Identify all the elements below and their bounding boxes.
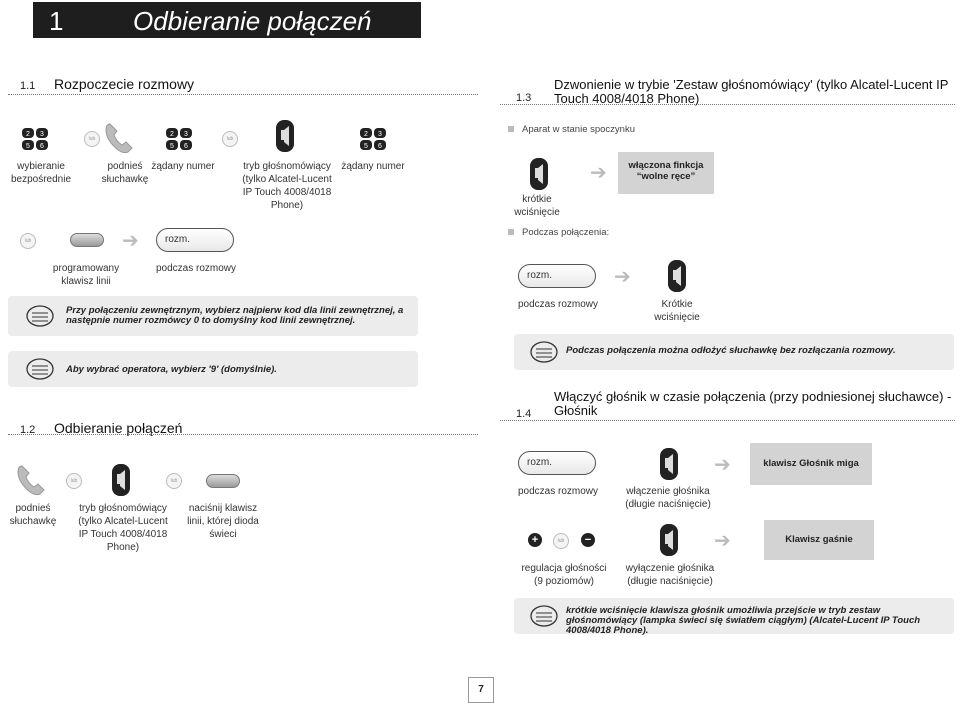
note-text: Podczas połączenia można odłożyć słuchawkę bez rozłączania rozmowy. <box>566 345 896 356</box>
section-title: Włączyć głośnik w czasie połączenia (przy podniesionej słuchawce) - Głośnik <box>554 389 952 418</box>
display-screen: rozm. <box>518 264 596 288</box>
note-icon <box>26 357 54 381</box>
step-label: naciśnij klawisz linii, której dioda świeci <box>187 503 259 540</box>
section-number: 1.4 <box>516 408 532 420</box>
bullet-idle <box>508 124 635 135</box>
svg-text:6: 6 <box>378 143 382 150</box>
or-icon: lub <box>84 131 100 147</box>
or-icon: lub <box>553 533 569 549</box>
note-text: Przy połączeniu zewnętrznym, wybierz najpierw kod dla linii zewnętrznej, a następnie numer rozmówcy 0 to domyślny kod linii zewnętrznej. <box>66 305 404 326</box>
display-screen: rozm. <box>518 451 596 475</box>
short-press-label: krótkie wciśnięcie <box>514 194 560 218</box>
speaker-key-icon[interactable] <box>530 158 548 190</box>
section-number: 1.2 <box>20 424 36 436</box>
svg-text:5: 5 <box>364 143 368 150</box>
note-box <box>514 334 954 370</box>
section-number: 1.3 <box>516 92 532 104</box>
display-screen: rozm. <box>156 228 234 252</box>
svg-text:2: 2 <box>364 131 368 138</box>
short-press-label: Krótkie wciśnięcie <box>654 299 700 323</box>
keypad-icon <box>360 126 388 152</box>
keypad-icon <box>22 126 50 152</box>
section-1-1-header <box>8 70 478 95</box>
bullet-text: Podczas połączenia: <box>522 227 610 238</box>
section-title: Rozpoczecie rozmowy <box>54 76 195 92</box>
arrow-right-icon: ➔ <box>714 530 731 552</box>
section-title: Odbieranie połączeń <box>54 420 183 436</box>
note-text: krótkie wciśnięcie klawisza głośnik umożliwia przejście w tryb zestaw głośnomówiący (lampka świeci się światłem ciągłym) (Alcatel-Lucent IP Touch 4008/4018 Phone). <box>566 605 921 636</box>
section-1-2-header <box>8 410 478 435</box>
svg-text:5: 5 <box>26 143 30 150</box>
note-text: Aby wybrać operatora, wybierz '9' (domyślnie). <box>66 364 277 375</box>
speaker-key-icon[interactable] <box>112 464 130 496</box>
speaker-key-icon[interactable] <box>276 120 294 152</box>
note-icon <box>530 340 558 364</box>
svg-text:3: 3 <box>378 131 382 138</box>
page-title-bar <box>33 2 421 38</box>
svg-text:5: 5 <box>170 143 174 150</box>
note-box <box>8 296 418 336</box>
line-key[interactable] <box>206 474 240 488</box>
svg-text:6: 6 <box>40 143 44 150</box>
or-icon: lub <box>166 473 182 489</box>
bullet-during-call <box>508 227 609 238</box>
note-box <box>8 351 418 387</box>
section-number: 1.1 <box>20 80 36 92</box>
arrow-right-icon: ➔ <box>614 266 631 288</box>
or-icon: lub <box>222 131 238 147</box>
line-key[interactable] <box>70 233 104 247</box>
step-label: żądany numer <box>151 161 215 172</box>
keypad-icon <box>166 126 194 152</box>
step-label: tryb głośnomówiący (tylko Alcatel-Lucent IP Touch 4008/4018 Phone) <box>78 503 168 553</box>
section-1-3-header <box>500 74 955 105</box>
volume-down-button[interactable]: − <box>581 533 595 547</box>
result-box: Klawisz gaśnie <box>764 520 874 560</box>
section-title: Dzwonienie w trybie 'Zestaw głośnomówiący' (tylko Alcatel-Lucent IP Touch 4008/4018 Phone) <box>554 77 949 106</box>
section-1-4-header <box>500 390 955 421</box>
step-label: żądany numer <box>341 161 405 172</box>
volume-label: regulacja głośności (9 poziomów) <box>521 563 607 587</box>
speaker-key-icon[interactable] <box>660 448 678 480</box>
svg-text:6: 6 <box>184 143 188 150</box>
svg-text:2: 2 <box>170 131 174 138</box>
step-label: podnieś słuchawkę <box>9 503 57 527</box>
bullet-text: Aparat w stanie spoczynku <box>522 124 636 135</box>
disable-speaker-label: wyłączenie głośnika (długie naciśnięcie) <box>625 563 715 587</box>
page-number: 7 <box>468 677 494 703</box>
arrow-right-icon: ➔ <box>122 230 139 252</box>
result-box: klawisz Głośnik miga <box>750 443 872 485</box>
enable-speaker-label: włączenie głośnika (długie naciśnięcie) <box>625 486 711 510</box>
or-icon: lub <box>66 473 82 489</box>
during-call-label: podczas rozmowy <box>517 486 599 497</box>
line-key-label: programowany klawisz linii <box>52 263 120 287</box>
handset-icon <box>16 462 48 498</box>
step-label: podnieś słuchawkę <box>101 161 149 185</box>
arrow-right-icon: ➔ <box>714 454 731 476</box>
note-icon <box>26 304 54 328</box>
step-label: tryb głośnomówiący (tylko Alcatel-Lucent IP Touch 4008/4018 Phone) <box>242 161 332 211</box>
svg-text:3: 3 <box>40 131 44 138</box>
during-call-label: podczas rozmowy <box>517 299 599 310</box>
chapter-title: Odbieranie połączeń <box>133 6 372 36</box>
speaker-key-icon[interactable] <box>660 524 678 556</box>
handset-icon <box>104 120 136 156</box>
note-icon <box>530 604 558 628</box>
during-call-label: podczas rozmowy <box>155 263 237 274</box>
note-box <box>514 598 954 634</box>
svg-text:3: 3 <box>184 131 188 138</box>
speaker-key-icon[interactable] <box>668 260 686 292</box>
result-box: włączona finkcja “wolne ręce” <box>618 152 714 194</box>
volume-up-button[interactable]: + <box>528 533 542 547</box>
step-label: wybieranie bezpośrednie <box>10 161 72 185</box>
svg-text:2: 2 <box>26 131 30 138</box>
arrow-right-icon: ➔ <box>590 162 607 184</box>
chapter-number: 1 <box>49 6 64 36</box>
or-icon: lub <box>20 233 36 249</box>
